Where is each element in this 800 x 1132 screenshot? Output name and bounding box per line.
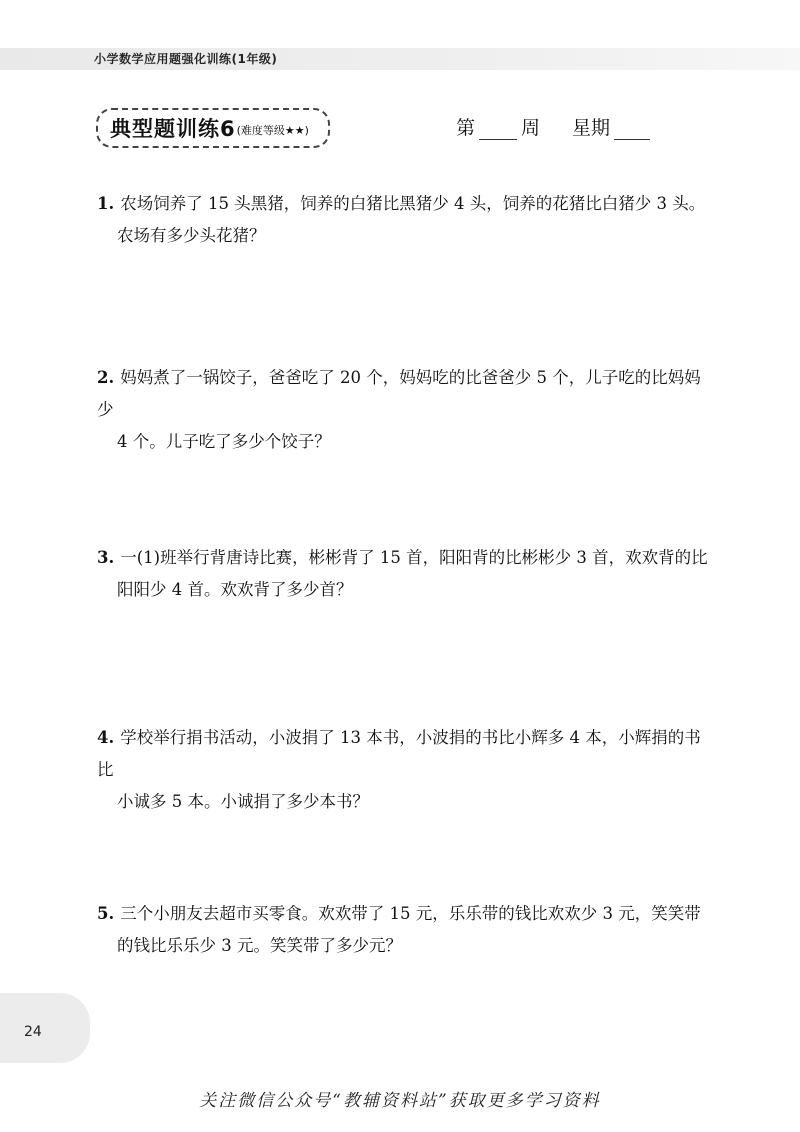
question-text: 妈妈煮了一锅饺子，爸爸吃了 20 个，妈妈吃的比爸爸少 5 个，儿子吃的比妈妈少 (97, 368, 701, 419)
question-number: 5. (97, 904, 115, 923)
question-2 (97, 362, 717, 458)
week-blank[interactable] (479, 119, 517, 140)
question-text: 阳阳少 4 首。欢欢背了多少首？ (117, 580, 353, 599)
question-number: 3. (97, 548, 115, 567)
running-header: 小学数学应用题强化训练(1年级) (94, 52, 278, 66)
page-number-tab (0, 993, 90, 1063)
question-text: 三个小朋友去超市买零食。欢欢带了 15 元，乐乐带的钱比欢欢少 3 元，笑笑带 (120, 904, 701, 923)
section-title-box (96, 108, 330, 148)
week-prefix: 第 (456, 117, 476, 139)
question-text: 一(1)班举行背唐诗比赛，彬彬背了 15 首，阳阳背的比彬彬少 3 首，欢欢背的比 (120, 548, 708, 567)
question-number: 1. (97, 194, 115, 213)
week-date-line (456, 113, 650, 140)
weekday-label: 星期 (572, 117, 611, 139)
question-text: 农场饲养了 15 头黑猪，饲养的白猪比黑猪少 4 头，饲养的花猪比白猪少 3 头。 (120, 194, 706, 213)
week-label: 周 (521, 117, 541, 139)
question-text: 学校举行捐书活动，小波捐了 13 本书，小波捐的书比小辉多 4 本，小辉捐的书比 (97, 728, 701, 779)
difficulty-label: (难度等级★★) (236, 124, 309, 137)
question-1 (97, 188, 717, 252)
question-text: 农场有多少头花猪？ (117, 226, 266, 245)
footer-watermark-text: 关注微信公众号“教辅资料站”获取更多学习资料 (199, 1091, 601, 1111)
question-4 (97, 722, 717, 818)
question-3 (97, 542, 717, 606)
page-number: 24 (24, 1024, 42, 1040)
weekday-blank[interactable] (614, 119, 650, 140)
question-text: 小诚多 5 本。小诚捐了多少本书？ (117, 792, 369, 811)
question-number: 4. (97, 728, 115, 747)
question-number: 2. (97, 368, 115, 387)
section-title: 典型题训练6 (110, 117, 236, 141)
question-text: 的钱比乐乐少 3 元。笑笑带了多少元？ (117, 936, 402, 955)
question-5 (97, 898, 717, 962)
question-text: 4 个。儿子吃了多少个饺子？ (117, 432, 331, 451)
